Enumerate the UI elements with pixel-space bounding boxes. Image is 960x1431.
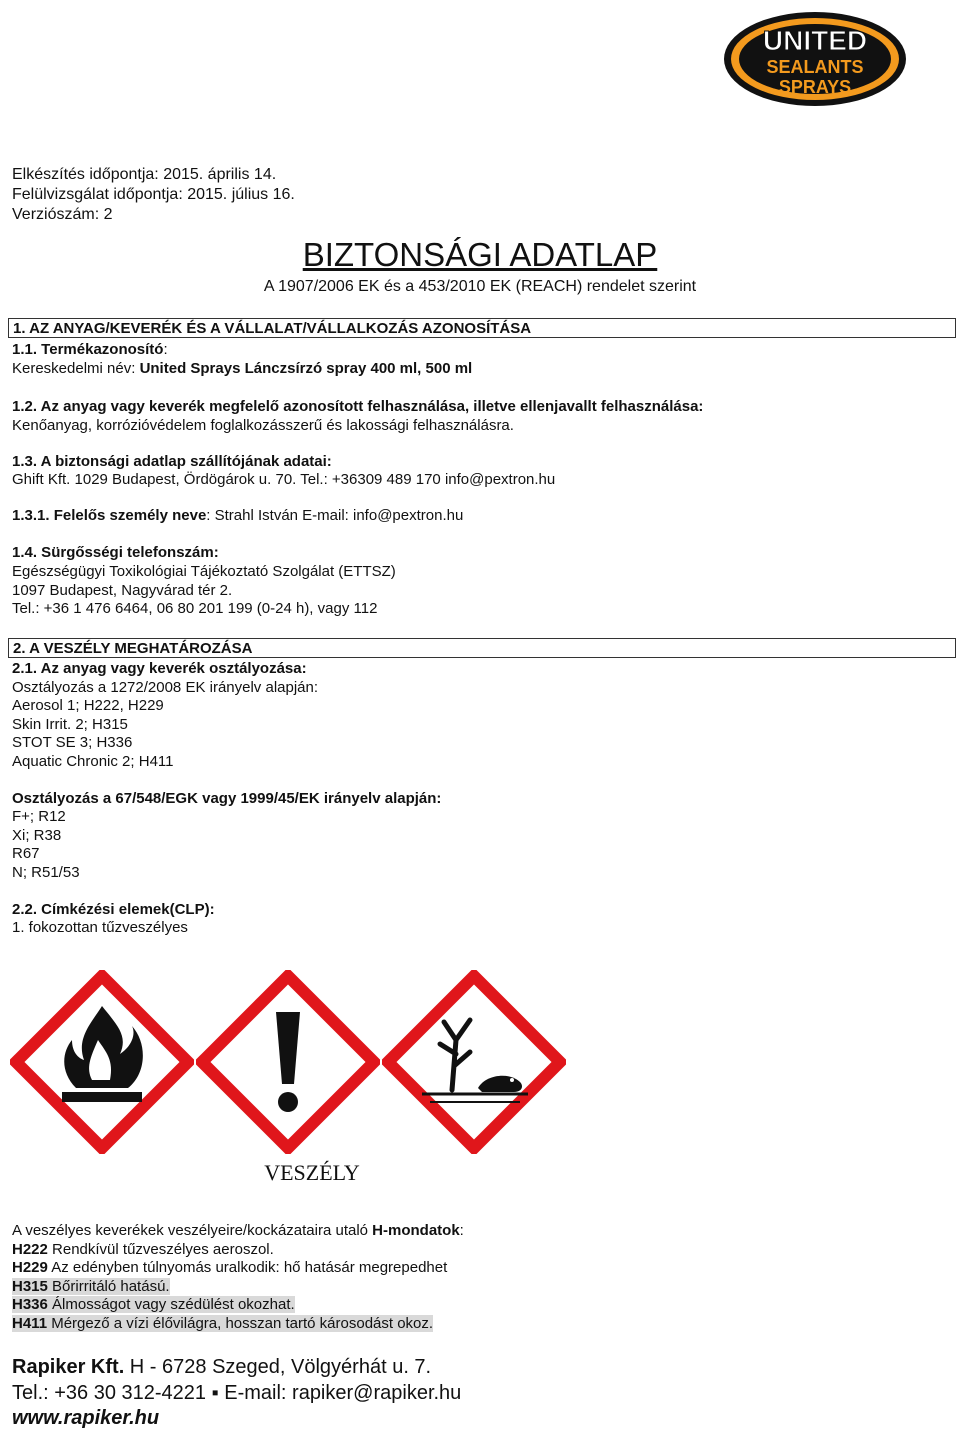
h-code: H411 (12, 1315, 48, 1332)
version-number: Verziószám: 2 (12, 206, 113, 223)
supplier-details: Ghift Kft. 1029 Budapest, Ördögárok u. 70. Tel.: +36309 489 170 info@pextron.hu (12, 471, 556, 488)
footer-website-link[interactable]: www.rapiker.hu (12, 1407, 160, 1429)
h-intro-bold: H-mondatok (372, 1222, 460, 1239)
revised-date: Felülvizsgálat időpontja: 2015. július 16. (12, 186, 295, 203)
old-classification-line-4: N; R51/53 (12, 864, 80, 881)
section-2-header: 2. A VESZÉLY MEGHATÁROZÁSA (8, 638, 956, 658)
footer-address: H - 6728 Szeged, Völgyérhát u. 7. (124, 1356, 432, 1378)
document-subtitle: A 1907/2006 EK és a 453/2010 EK (REACH) rendelet szerint (263, 278, 697, 295)
section-1-header: 1. AZ ANYAG/KEVERÉK ÉS A VÁLLALAT/VÁLLALKOZÁS AZONOSÍTÁSA (8, 318, 956, 338)
product-identifier-heading (12, 341, 168, 359)
footer-contact[interactable]: Tel.: +36 30 312-4221 ▪ E-mail: rapiker@rapiker.hu (12, 1382, 462, 1404)
identified-uses: Kenőanyag, korrózióvédelem foglalkozásszerű és lakossági felhasználásra. (12, 417, 514, 434)
h-text: Álmosságot vagy szédülést okozhat. (47, 1296, 295, 1313)
h-code: H315 (12, 1278, 48, 1295)
label-elements-heading: 2.2. Címkézési elemek(CLP): (12, 901, 215, 918)
emergency-line-2: 1097 Budapest, Nagyvárad tér 2. (12, 582, 233, 599)
footer-company-line (12, 1354, 431, 1380)
footer-company: Rapiker Kft. (12, 1356, 125, 1378)
identified-uses-heading: 1.2. Az anyag vagy keverék megfelelő azonosított felhasználása, illetve ellenjavallt felhasználása: (12, 398, 704, 415)
logo-line3: SPRAYS (778, 77, 852, 97)
h-statement-row (12, 1241, 274, 1259)
h-text: Az edényben túlnyomás uralkodik: hő hatásár megrepedhet (47, 1259, 448, 1276)
responsible-person (12, 507, 463, 525)
h-statements-intro (12, 1222, 464, 1240)
emergency-line-3: Tel.: +36 1 476 6464, 06 80 201 199 (0-24 h), vagy 112 (12, 600, 378, 617)
h11-label: 1.1. Termékazonosító (12, 341, 164, 358)
classification-line-2: Aerosol 1; H222, H229 (12, 697, 164, 714)
classification-line-1: Osztályozás a 1272/2008 EK irányelv alapján: (12, 679, 319, 696)
h-text: Bőrirritáló hatású. (47, 1278, 170, 1295)
h-code: H222 (12, 1241, 48, 1258)
h-text: Rendkívül tűzveszélyes aeroszol. (47, 1241, 274, 1258)
h-statement-row (12, 1315, 433, 1333)
responsible-person-label: 1.3.1. Felelős személy neve (12, 507, 207, 524)
old-classification-line-1: F+; R12 (12, 808, 66, 825)
h11-colon: : (163, 341, 168, 358)
h-statement-row (12, 1296, 295, 1314)
old-classification-line-2: Xi; R38 (12, 827, 62, 844)
exclamation-pictogram-icon (196, 970, 380, 1154)
h-statement-row (12, 1259, 447, 1277)
emergency-line-1: Egészségügyi Toxikológiai Tájékoztató Szolgálat (ETTSZ) (12, 563, 396, 580)
signal-word: VESZÉLY (264, 1160, 360, 1185)
trade-name-value: United Sprays Lánczsírzó spray 400 ml, 500 ml (139, 360, 473, 377)
emergency-heading: 1.4. Sürgősségi telefonszám: (12, 544, 219, 561)
responsible-person-value: : Strahl István E-mail: info@pextron.hu (206, 507, 464, 524)
document-title: BIZTONSÁGI ADATLAP (302, 236, 658, 273)
h-statement-row (12, 1278, 170, 1296)
united-sealants-sprays-logo (722, 10, 908, 108)
created-date: Elkészítés időpontja: 2015. április 14. (12, 166, 277, 183)
h-code: H336 (12, 1296, 48, 1313)
label-elements-line-1: 1. fokozottan tűzveszélyes (12, 919, 188, 936)
h-intro-text: A veszélyes keverékek veszélyeire/kockázataira utaló (12, 1222, 373, 1239)
h-intro-colon: : (459, 1222, 464, 1239)
h-code: H229 (12, 1259, 48, 1276)
old-classification-heading: Osztályozás a 67/548/EGK vagy 1999/45/EK irányelv alapján: (12, 790, 442, 807)
trade-name-label: Kereskedelmi név: (12, 360, 140, 377)
logo-line2: SEALANTS (766, 57, 864, 77)
flame-pictogram-icon (10, 970, 194, 1154)
environment-pictogram-icon (382, 970, 566, 1154)
supplier-heading: 1.3. A biztonsági adatlap szállítójának adatai: (12, 453, 332, 470)
classification-heading: 2.1. Az anyag vagy keverék osztályozása: (12, 660, 307, 677)
old-classification-line-3: R67 (12, 845, 40, 862)
h-text: Mérgező a vízi élővilágra, hosszan tartó károsodást okoz. (47, 1315, 434, 1332)
logo-line1: UNITED (762, 25, 868, 56)
classification-line-5: Aquatic Chronic 2; H411 (12, 753, 174, 770)
trade-name (12, 360, 472, 378)
classification-line-3: Skin Irrit. 2; H315 (12, 716, 128, 733)
classification-line-4: STOT SE 3; H336 (12, 734, 133, 751)
